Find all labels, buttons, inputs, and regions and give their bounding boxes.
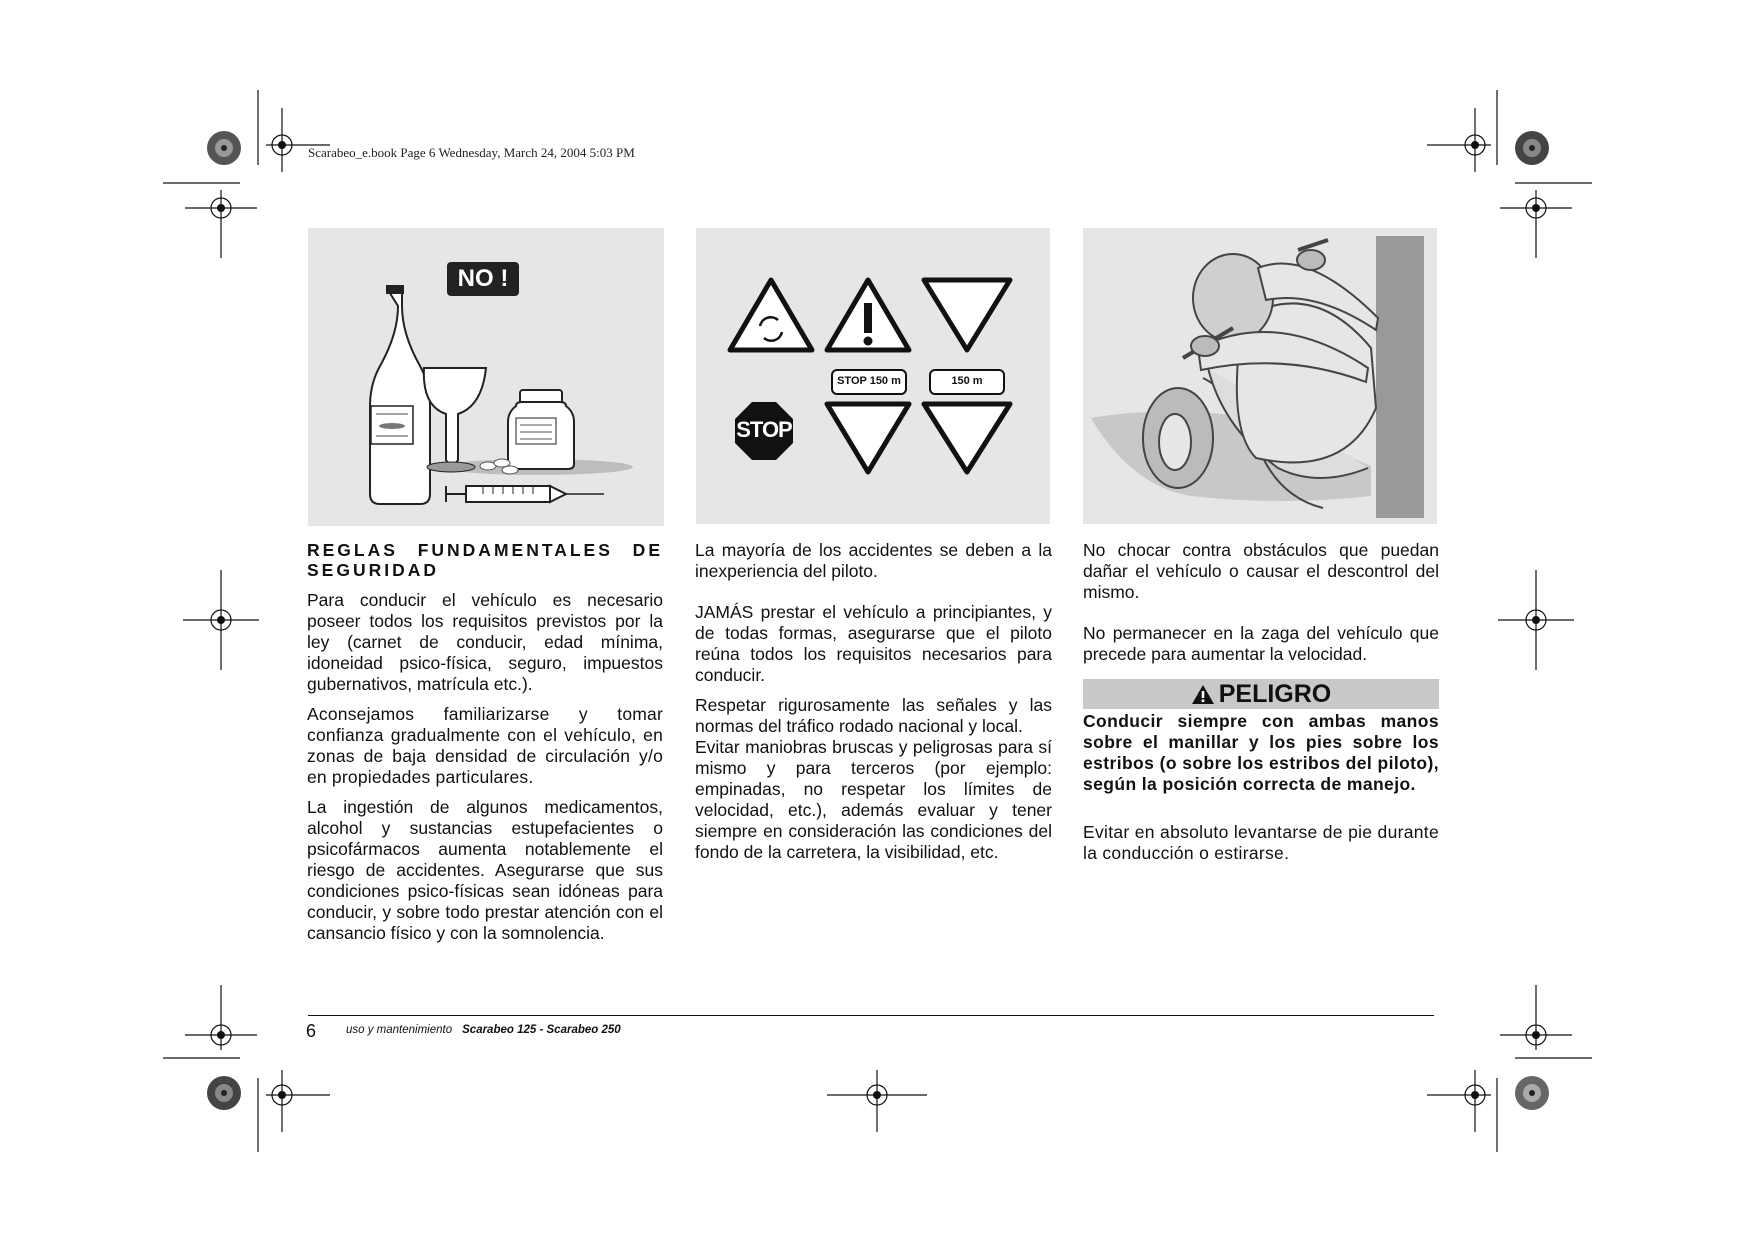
column-2	[695, 540, 1052, 872]
footer-section: uso y mantenimiento	[346, 1024, 453, 1036]
column-1	[307, 540, 663, 953]
danger-banner	[1083, 679, 1439, 709]
stop-distance-plate-label: STOP 150 m	[837, 375, 901, 387]
danger-text: Conducir siempre con ambas manos sobre el manillar y los pies sobre los estribos (o sobre los estribos del piloto), según la posición correcta de manejo.	[1083, 711, 1439, 794]
page-number: 6	[306, 1021, 317, 1041]
print-header: Scarabeo_e.book Page 6 Wednesday, March 24, 2004 5:03 PM	[308, 145, 635, 160]
paragraph: Respetar rigurosamente las señales y las normas del tráfico rodado nacional y local.	[695, 695, 1052, 736]
stop-sign-label: STOP	[736, 417, 792, 442]
paragraph: Evitar maniobras bruscas y peligrosas para sí mismo y para terceros (por ejemplo: empinadas, no respetar los límites de velocidad, etc.), además evaluar y tener siempre en consideración las condiciones del fondo de la carretera, la visibilidad, etc.	[695, 737, 1052, 862]
distance-plate-label: 150 m	[951, 375, 983, 387]
no-sign-label: NO !	[457, 265, 509, 292]
paragraph: La ingestión de algunos medicamentos, alcohol y sustancias estupefacientes o psicofármacos aumenta notablemente el riesgo de accidentes. Asegurarse que sus condiciones psico-físicas sean idóneas para conducir, y sobre todo prestar atención con el cansancio físico y con la somnolencia.	[307, 797, 663, 943]
paragraph: Para conducir el vehículo es necesario poseer todos los requisitos previstos por la ley (carnet de conducir, edad mínima, idoneidad psico-física, seguro, impuestos gubernativos, matrícula etc.).	[307, 590, 663, 694]
illustration-alcohol-drugs	[308, 228, 664, 526]
paragraph: Aconsejamos familiarizarse y tomar confianza gradualmente con el vehículo, en zonas de baja densidad de circulación y/o en propiedades particulares.	[307, 704, 663, 787]
footer-rule	[308, 1015, 1434, 1016]
warning-triangle-icon	[1191, 684, 1215, 705]
paragraph: No permanecer en la zaga del vehículo que precede para aumentar la velocidad.	[1083, 623, 1439, 664]
footer-label	[346, 1024, 621, 1036]
paragraph: No chocar contra obstáculos que puedan dañar el vehículo o causar el descontrol del mismo.	[1083, 540, 1439, 602]
paragraph: La mayoría de los accidentes se deben a la inexperiencia del piloto.	[695, 540, 1052, 581]
column-3	[1083, 540, 1439, 873]
illustration-rider-scooter	[1083, 228, 1437, 524]
footer-model: Scarabeo 125 - Scarabeo 250	[462, 1024, 621, 1036]
paragraph: Evitar en absoluto levantarse de pie durante la conducción o estirarse.	[1083, 822, 1439, 863]
section-heading: REGLAS FUNDAMENTALES DE SEGURIDAD	[307, 540, 663, 580]
illustration-traffic-signs	[696, 228, 1050, 524]
paragraph: JAMÁS prestar el vehículo a principiantes, y de todas formas, asegurarse que el piloto reúna todos los requisitos necesarios para conducir.	[695, 602, 1052, 685]
danger-title: PELIGRO	[1218, 679, 1332, 708]
